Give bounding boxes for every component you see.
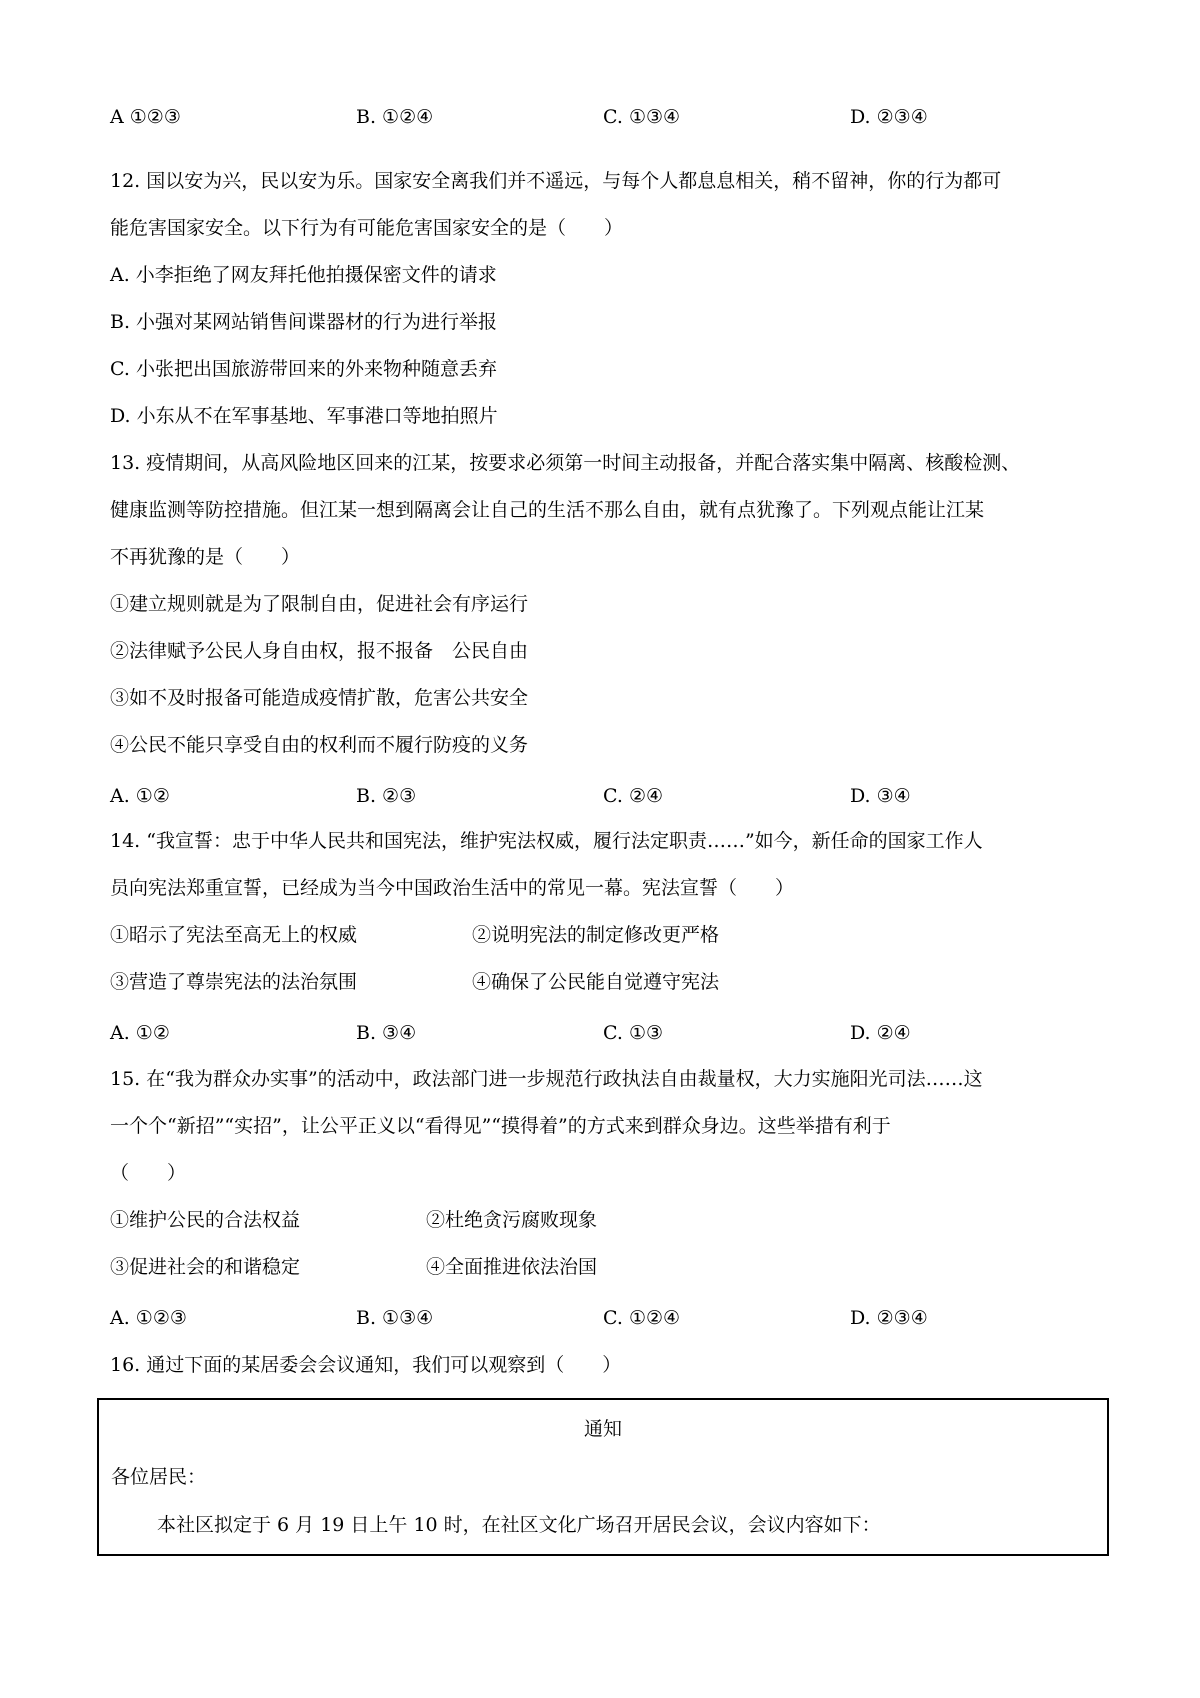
q13-statement-3: ③如不及时报备可能造成疫情扩散，危害公共安全 <box>110 687 529 709</box>
q15-stem-line2: 一个个“新招”“实招”，让公平正义以“看得见”“摸得着”的方式来到群众身边。这些举措有利于 <box>110 1115 891 1137</box>
q14-statement-3: ③营造了尊崇宪法的法治氛围 <box>110 971 358 993</box>
q11-option-d: D. ②③④ <box>850 106 928 128</box>
q15-option-a: A. ①②③ <box>110 1307 187 1329</box>
q15-option-c: C. ①②④ <box>603 1307 681 1329</box>
q16-stem: 16. 通过下面的某居委会会议通知，我们可以观察到（ ） <box>110 1354 622 1376</box>
q14-stem-line1: 14. “我宣誓：忠于中华人民共和国宪法，维护宪法权威，履行法定职责……”如今，新任命的国家工作人 <box>110 830 983 852</box>
q12-option-d: D. 小东从不在军事基地、军事港口等地拍照片 <box>110 405 498 427</box>
q15-statement-4: ④全面推进依法治国 <box>426 1256 598 1278</box>
q11-option-c: C. ①③④ <box>603 106 681 128</box>
q13-statement-1: ①建立规则就是为了限制自由，促进社会有序运行 <box>110 593 529 615</box>
q12-option-c: C. 小张把出国旅游带回来的外来物种随意丢弃 <box>110 358 497 380</box>
q12-option-a: A. 小李拒绝了网友拜托他拍摄保密文件的请求 <box>110 264 497 286</box>
q13-option-b: B. ②③ <box>356 785 417 807</box>
q13-statement-2: ②法律赋予公民人身自由权，报不报备 公民自由 <box>110 640 529 662</box>
q13-stem-line3: 不再犹豫的是（ ） <box>110 546 301 568</box>
q15-stem-line1: 15. 在“我为群众办实事”的活动中，政法部门进一步规范行政执法自由裁量权，大力实施阳光司法……这 <box>110 1068 983 1090</box>
q14-option-c: C. ①③ <box>603 1022 664 1044</box>
q13-stem-line1: 13. 疫情期间，从高风险地区回来的江某，按要求必须第一时间主动报备，并配合落实集中隔离、核酸检测、 <box>110 452 1021 474</box>
q12-stem-line1: 12. 国以安为兴，民以安为乐。国家安全离我们并不遥远，与每个人都息息相关，稍不留神，你的行为都可 <box>110 170 1002 192</box>
q14-statement-1: ①昭示了宪法至高无上的权威 <box>110 924 358 946</box>
q13-option-c: C. ②④ <box>603 785 664 807</box>
q12-stem-line2: 能危害国家安全。以下行为有可能危害国家安全的是（ ） <box>110 217 624 239</box>
q13-option-d: D. ③④ <box>850 785 911 807</box>
notice-title: 通知 <box>583 1418 622 1440</box>
q14-option-b: B. ③④ <box>356 1022 417 1044</box>
q14-statement-2: ②说明宪法的制定修改更严格 <box>472 924 720 946</box>
q12-option-b: B. 小强对某网站销售间谍器材的行为进行举报 <box>110 311 498 333</box>
q14-stem-line2: 员向宪法郑重宣誓，已经成为当今中国政治生活中的常见一幕。宪法宣誓（ ） <box>110 877 795 899</box>
q15-stem-line3: （ ） <box>110 1162 187 1184</box>
q14-option-d: D. ②④ <box>850 1022 911 1044</box>
q15-option-d: D. ②③④ <box>850 1307 928 1329</box>
q13-stem-line2: 健康监测等防控措施。但江某一想到隔离会让自己的生活不那么自由，就有点犹豫了。下列观点能让江某 <box>110 499 985 521</box>
q15-statement-2: ②杜绝贪污腐败现象 <box>426 1209 598 1231</box>
q15-statement-3: ③促进社会的和谐稳定 <box>110 1256 301 1278</box>
q15-option-b: B. ①③④ <box>356 1307 434 1329</box>
notice-box <box>97 1398 1109 1556</box>
q11-option-b: B. ①②④ <box>356 106 434 128</box>
q11-option-a: A ①②③ <box>110 106 181 128</box>
q14-statement-4: ④确保了公民能自觉遵守宪法 <box>472 971 720 993</box>
notice-body: 本社区拟定于 6 月 19 日上午 10 时，在社区文化广场召开居民会议，会议内容如下： <box>157 1514 881 1536</box>
q15-statement-1: ①维护公民的合法权益 <box>110 1209 301 1231</box>
notice-greeting: 各位居民： <box>111 1466 207 1488</box>
q13-option-a: A. ①② <box>110 785 170 807</box>
q14-option-a: A. ①② <box>110 1022 170 1044</box>
q13-statement-4: ④公民不能只享受自由的权利而不履行防疫的义务 <box>110 734 529 756</box>
